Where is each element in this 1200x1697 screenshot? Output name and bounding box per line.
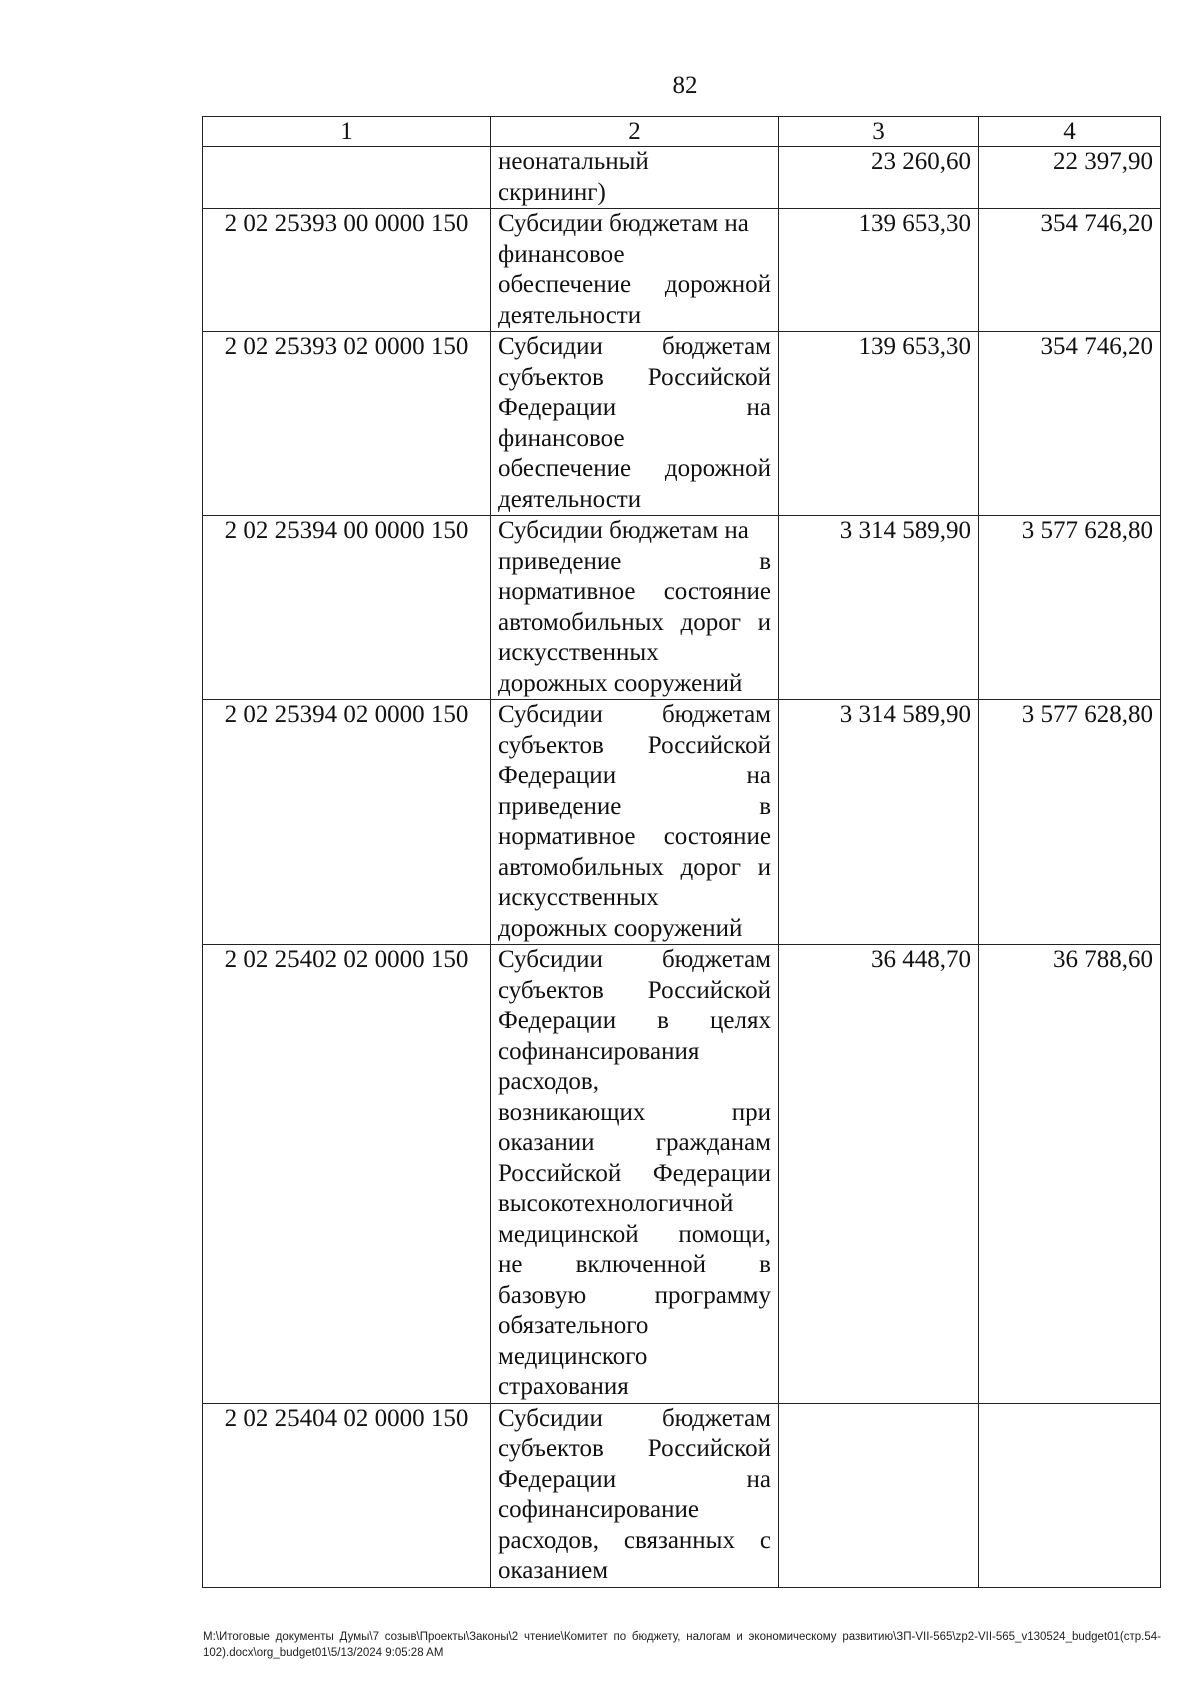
description-line: деятельности [498,301,642,329]
description-line: Российской Федерации [498,1159,771,1187]
description-line: обеспечение дорожной [498,271,771,298]
amount-col3-cell: 3 314 589,90 [779,516,979,700]
amount-col4-cell: 354 746,20 [979,332,1161,516]
table-row [203,1403,1161,1587]
amount-col4-cell: 3 577 628,80 [979,700,1161,945]
amount-col3-cell [779,1403,979,1587]
amount-col3-cell: 139 653,30 [779,332,979,516]
amount-col3-cell: 139 653,30 [779,209,979,332]
budget-code-cell: 2 02 25402 02 0000 150 [203,945,491,1404]
description-line: не включенной в [498,1251,771,1278]
budget-code-cell: 2 02 25394 00 0000 150 [203,516,491,700]
amount-col4-cell [979,1403,1161,1587]
budget-code-cell: 2 02 25393 02 0000 150 [203,332,491,516]
description-line: обеспечение дорожной [498,455,771,482]
description-line: деятельности [498,485,642,513]
description-line: Субсидии бюджетам на [498,210,749,237]
description-line: искусственных [498,639,659,666]
description-line: приведение в [498,547,771,575]
description-line: расходов, [498,1068,599,1095]
description-line: нормативное состояние [498,823,771,850]
description-line: базовую программу [498,1281,771,1309]
table-row [203,147,1161,209]
file-path-footer: M:\Итоговые документы Думы\7 созыв\Проекты\Законы\2 чтение\Комитет по бюджету, налогам и экономическому развитию\ЗП-VII-565\zp2-VII-565_v130524_budget01(стр.54-102).docx\org_budget01\5/13/2024 9:05:28 AM [203,1631,1161,1659]
description-cell [491,332,779,516]
column-header: 4 [979,117,1161,147]
table-row [203,209,1161,332]
description-line: субъектов Российской [498,363,771,391]
page-number: 82 [672,72,698,99]
description-line: субъектов Российской [498,731,771,759]
description-line: Федерации на [498,394,771,421]
description-line: медицинской помощи, [498,1220,771,1248]
description-line: искусственных [498,884,659,911]
description-line: финансовое [498,424,625,452]
description-line: расходов, связанных с [498,1526,771,1554]
amount-col4-cell: 36 788,60 [979,945,1161,1404]
description-line: приведение в [498,792,771,820]
description-line: страхования [498,1373,629,1400]
description-line: Федерации на [498,762,771,789]
budget-code-cell: 2 02 25393 00 0000 150 [203,209,491,332]
description-line: обязательного [498,1312,649,1339]
description-line: высокотехнологичной [498,1190,734,1217]
description-line: оказанием [498,1557,609,1584]
amount-col4-cell: 22 397,90 [979,147,1161,209]
description-line: Субсидии бюджетам на [498,517,749,544]
description-line: субъектов Российской [498,1435,771,1462]
table-row [203,516,1161,700]
amount-col3-cell: 36 448,70 [779,945,979,1404]
budget-code-cell [203,147,491,209]
column-header: 1 [203,117,491,147]
description-line: субъектов Российской [498,976,771,1004]
description-line: скрининг) [498,178,606,206]
description-cell [491,209,779,332]
description-line: Субсидии бюджетам [498,1404,771,1432]
description-cell [491,516,779,700]
amount-col4-cell: 354 746,20 [979,209,1161,332]
description-line: софинансирование [498,1496,699,1523]
description-line: возникающих при [498,1098,771,1126]
description-cell [491,945,779,1404]
description-line: софинансирования [498,1037,700,1065]
description-line: финансовое [498,240,625,268]
description-line: Субсидии бюджетам [498,946,771,973]
description-line: Субсидии бюджетам [498,701,771,728]
table-row [203,700,1161,945]
table-body [203,147,1161,1588]
description-cell [491,700,779,945]
amount-col4-cell: 3 577 628,80 [979,516,1161,700]
column-header: 2 [491,117,779,147]
description-cell [491,1403,779,1587]
description-line: Субсидии бюджетам [498,333,771,360]
description-line: оказании гражданам [498,1129,771,1156]
column-header: 3 [779,117,979,147]
description-line: Федерации на [498,1465,771,1493]
description-cell [491,147,779,209]
amount-col3-cell: 23 260,60 [779,147,979,209]
table-row [203,945,1161,1404]
description-line: дорожных сооружений [498,914,743,942]
description-line: Федерации в целях [498,1007,771,1034]
table-row [203,332,1161,516]
budget-code-cell: 2 02 25404 02 0000 150 [203,1403,491,1587]
description-line: автомобильных дорог и [498,853,771,881]
description-line: медицинского [498,1342,648,1370]
header-row [203,117,1161,147]
description-line: нормативное состояние [498,578,771,605]
description-line: автомобильных дорог и [498,608,771,636]
amount-col3-cell: 3 314 589,90 [779,700,979,945]
description-line: неонатальный [498,148,649,175]
budget-code-cell: 2 02 25394 02 0000 150 [203,700,491,945]
budget-table [202,116,1161,1588]
description-line: дорожных сооружений [498,669,743,697]
